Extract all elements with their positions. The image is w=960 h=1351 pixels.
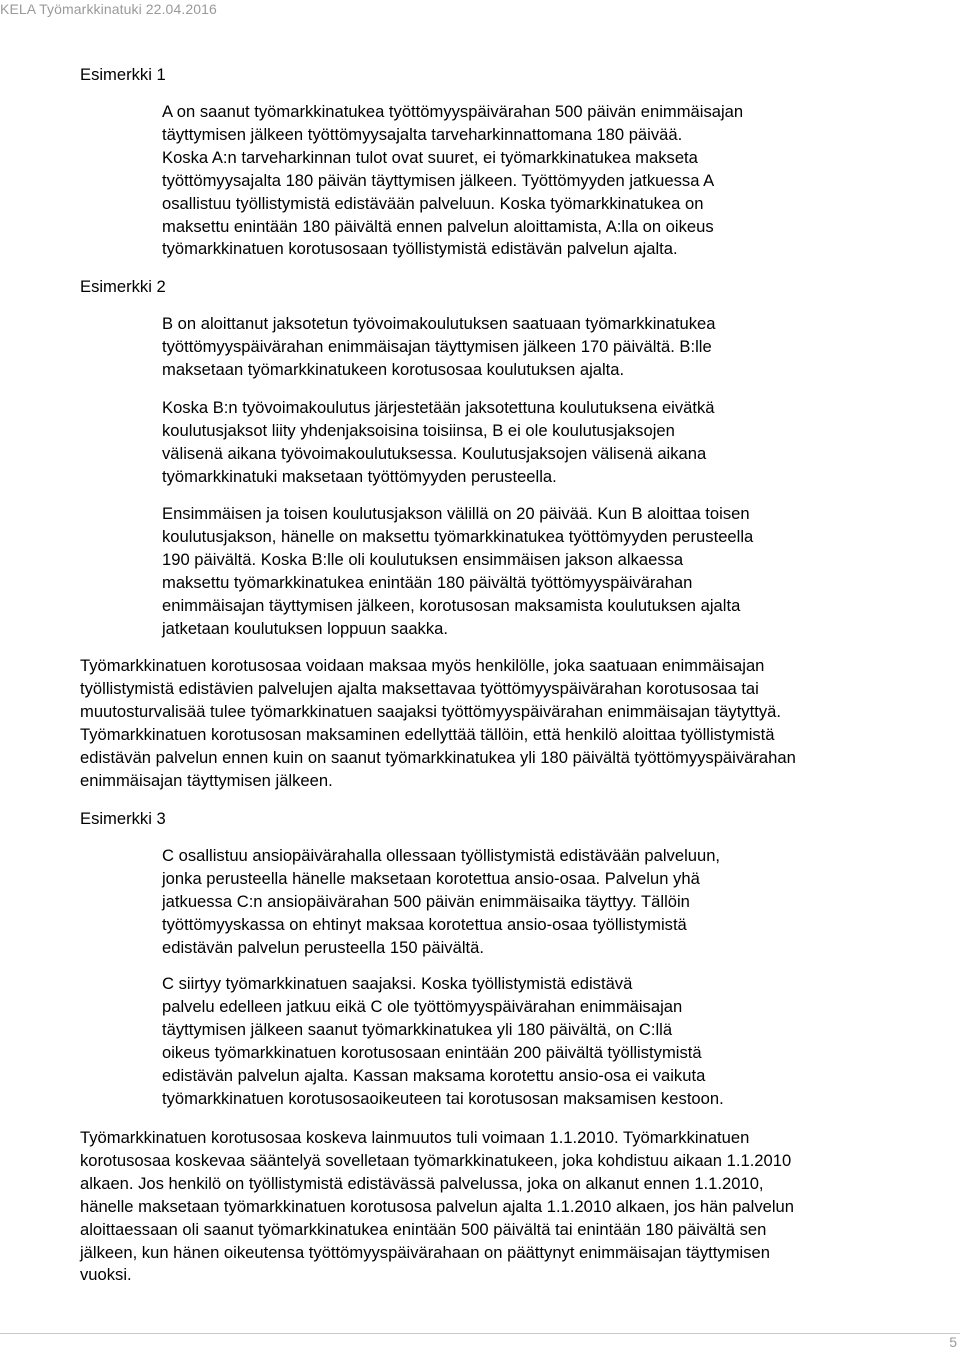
text-line: edistävän palvelun ajalta. Kassan maksama korotettu ansio-osa ei vaikuta: [162, 1065, 706, 1085]
footer-divider: [0, 1333, 960, 1334]
page-header: KELA Työmarkkinatuki 22.04.2016: [0, 1, 217, 17]
text-line: enimmäisajan täyttymisen jälkeen.: [80, 770, 333, 790]
text-line: työmarkkinatuen korotusosaoikeuteen tai korotusosan maksamisen kestoon.: [162, 1088, 724, 1108]
text-line: enimmäisajan täyttymisen jälkeen, korotusosan maksamista koulutuksen ajalta: [162, 595, 741, 615]
text-line: C siirtyy työmarkkinatuen saajaksi. Koska työllistymistä edistävä: [162, 974, 633, 993]
text-line: Työmarkkinatuen korotusosaa voidaan maksaa myös henkilölle, joka saatuaan enimmäisajan: [80, 656, 765, 675]
text-line: jälkeen, kun hänen oikeutensa työttömyyspäivärahaan on päättynyt enimmäisajan täyttymisen: [80, 1242, 770, 1262]
text-line: koulutusjaksot liity yhdenjaksoisina toisiinsa, B ei ole koulutusjaksojen: [162, 420, 675, 440]
example-1-paragraph: [162, 101, 743, 261]
text-line: Koska A:n tarveharkinnan tulot ovat suuret, ei työmarkkinatukea makseta: [162, 147, 698, 167]
example-2-paragraph-2: [162, 397, 715, 489]
text-line: vuoksi.: [80, 1265, 132, 1285]
text-line: B on aloittanut jaksotetun työvoimakoulutuksen saatuaan työmarkkinatukea: [162, 314, 716, 333]
text-line: maksettu työmarkkinatukea enintään 180 päivältä työttömyyspäivärahan: [162, 572, 693, 592]
text-line: työmarkkinatuen korotusosaan työllistymistä edistävän palvelun ajalta.: [162, 239, 678, 259]
text-line: työttömyyskassa on ehtinyt maksaa korotettua ansio-osaa työllistymistä: [162, 914, 687, 934]
page-number: 5: [949, 1334, 957, 1350]
text-line: oikeus työmarkkinatuen korotusosaan enintään 200 päivältä työllistymistä: [162, 1042, 702, 1062]
text-line: korotusosaa koskevaa sääntelyä sovelletaan työmarkkinatukeen, joka kohdistuu aikaan 1.1.2010: [80, 1150, 792, 1170]
text-line: Ensimmäisen ja toisen koulutusjakson välillä on 20 päivää. Kun B aloittaa toisen: [162, 504, 750, 523]
text-line: C osallistuu ansiopäivärahalla ollessaan työllistymistä edistävään palveluun,: [162, 846, 721, 865]
text-line: työttömyyspäivärahan enimmäisajan täyttymisen jälkeen 170 päivältä. B:lle: [162, 336, 712, 356]
example-2-paragraph-1: [162, 313, 715, 382]
text-line: 190 päivältä. Koska B:lle oli koulutuksen ensimmäisen jakson alkaessa: [162, 549, 684, 569]
text-line: jatketaan koulutuksen loppuun saakka.: [162, 618, 448, 638]
example-3-paragraph-1: [162, 845, 720, 960]
text-line: maksettu enintään 180 päivältä ennen palvelun aloittamista, A:lla on oikeus: [162, 216, 714, 236]
text-line: aloittaessaan oli saanut työmarkkinatukea enintään 500 päivältä tai enintään 180 päivältä sen: [80, 1219, 767, 1239]
text-line: alkaen. Jos henkilö on työllistymistä edistävässä palvelussa, joka on alkanut ennen 1.1.2010,: [80, 1173, 764, 1193]
text-line: Työmarkkinatuen korotusosaa koskeva lainmuutos tuli voimaan 1.1.2010. Työmarkkinatuen: [80, 1128, 750, 1147]
text-line: hänelle maksetaan työmarkkinatuen korotusosa palvelun ajalta 1.1.2010 alkaen, jos hän palvelun: [80, 1196, 795, 1216]
text-line: Työmarkkinatuen korotusosan maksaminen edellyttää tällöin, että henkilö aloittaa työllistymistä: [80, 724, 775, 744]
body-paragraph-1: [80, 655, 796, 792]
text-line: jonka perusteella hänelle maksetaan korotettua ansio-osaa. Palvelun yhä: [162, 868, 700, 888]
text-line: täyttymisen jälkeen työttömyysajalta tarveharkinnattomana 180 päivää.: [162, 124, 683, 144]
text-line: muutosturvalisää tulee työmarkkinatuen saajaksi työttömyyspäivärahan enimmäisajan täytyttyä.: [80, 701, 781, 721]
example-2-paragraph-3: [162, 503, 753, 640]
text-line: maksetaan työmarkkinatukeen korotusosaa koulutuksen ajalta.: [162, 359, 625, 379]
example-1-heading: Esimerkki 1: [80, 65, 166, 84]
example-3-heading: Esimerkki 3: [80, 809, 166, 828]
text-line: palvelu edelleen jatkuu eikä C ole työttömyyspäivärahan enimmäisajan: [162, 996, 683, 1016]
example-2-heading: Esimerkki 2: [80, 277, 166, 296]
text-line: A on saanut työmarkkinatukea työttömyyspäivärahan 500 päivän enimmäisajan: [162, 102, 744, 121]
example-3-paragraph-2: [162, 973, 724, 1110]
text-line: työllistymistä edistävien palvelujen ajalta maksettavaa työttömyyspäivärahan korotusosaa tai: [80, 678, 759, 698]
text-line: täyttymisen jälkeen saanut työmarkkinatukea yli 180 päivältä, on C:llä: [162, 1019, 673, 1039]
body-paragraph-2: [80, 1127, 794, 1287]
text-line: jatkuessa C:n ansiopäivärahan 500 päivän enimmäisaika täyttyy. Tällöin: [162, 891, 690, 911]
text-line: työttömyysajalta 180 päivän täyttymisen jälkeen. Työttömyyden jatkuessa A: [162, 170, 715, 190]
text-line: Koska B:n työvoimakoulutus järjestetään jaksotettuna koulutuksena eivätkä: [162, 398, 715, 417]
text-line: välisenä aikana työvoimakoulutuksessa. Koulutusjaksojen välisenä aikana: [162, 443, 707, 463]
text-line: koulutusjakson, hänelle on maksettu työmarkkinatukea työttömyyden perusteella: [162, 526, 754, 546]
text-line: osallistuu työllistymistä edistävään palveluun. Koska työmarkkinatukea on: [162, 193, 704, 213]
text-line: edistävän palvelun perusteella 150 päivältä.: [162, 937, 484, 957]
text-line: työmarkkinatuki maksetaan työttömyyden perusteella.: [162, 466, 557, 486]
text-line: edistävän palvelun ennen kuin on saanut työmarkkinatukea yli 180 päivältä työttömyyspäivärahan: [80, 747, 796, 767]
